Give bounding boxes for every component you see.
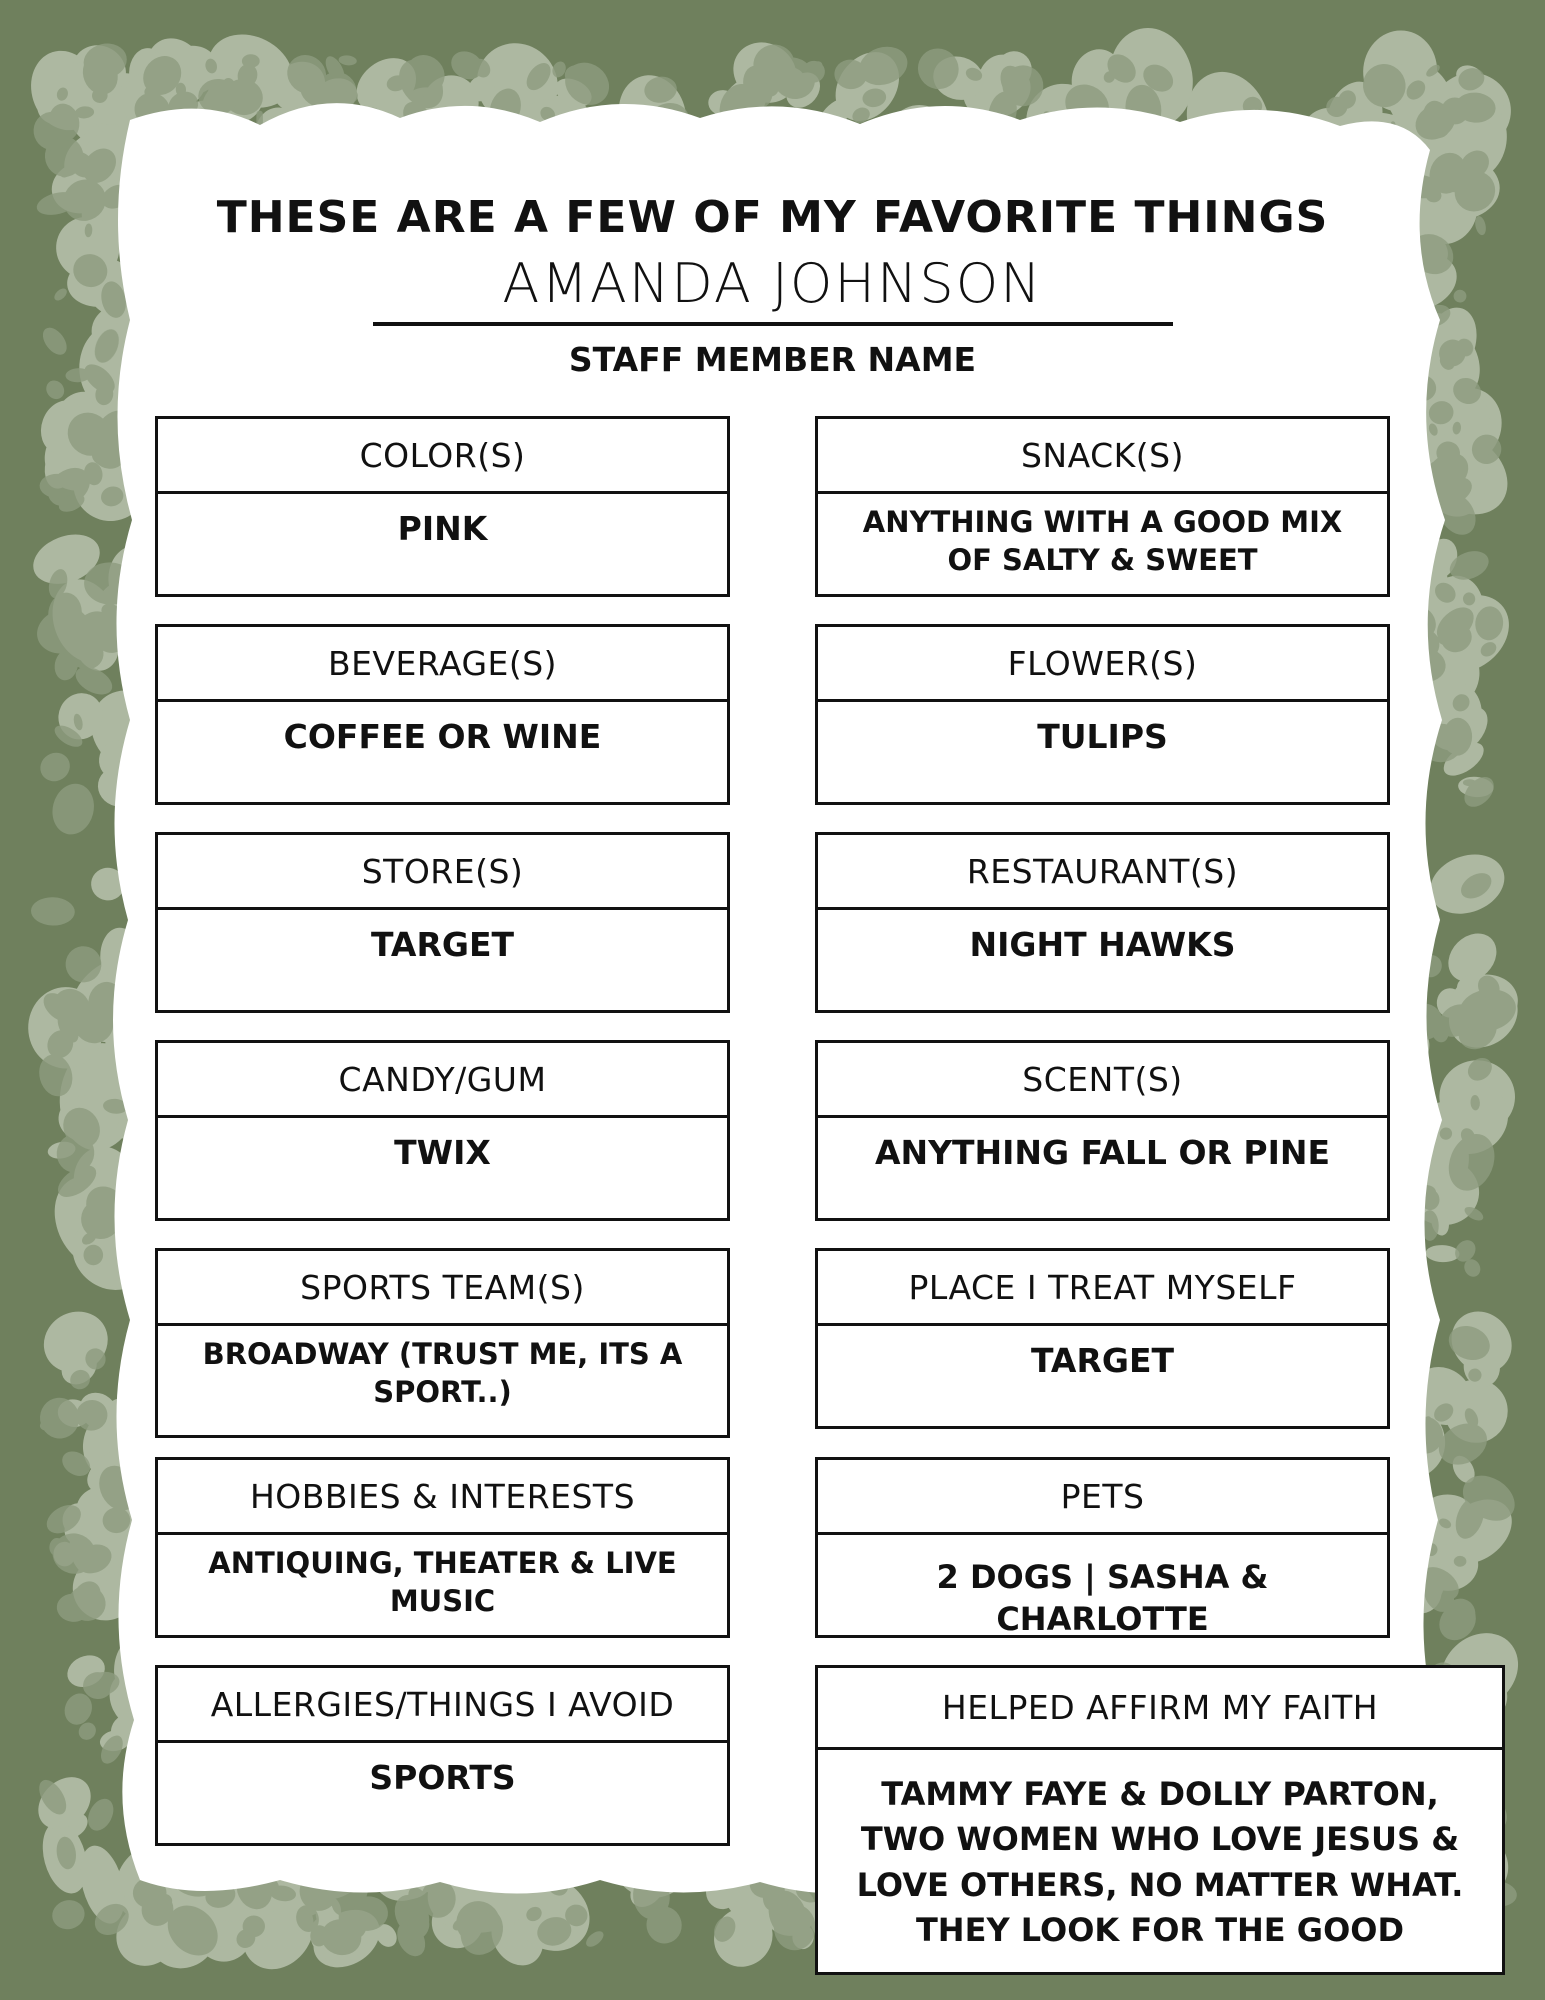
staff-member-name: AMANDA JOHNSON — [502, 252, 1043, 315]
card-value: TAMMY FAYE & DOLLY PARTON, TWO WOMEN WHO LOVE JESUS & LOVE OTHERS, NO MATTER WHAT. THEY LOOK FOR THE GOOD — [856, 1775, 1464, 1950]
card-label: ALLERGIES/THINGS I AVOID — [158, 1668, 727, 1743]
card-value: TARGET — [1030, 1341, 1175, 1380]
favorite-card-treat-myself — [815, 1248, 1390, 1429]
favorite-card-color — [155, 416, 730, 597]
card-value: TULIPS — [1037, 717, 1168, 756]
card-value: TWIX — [394, 1133, 491, 1172]
favorite-card-sports-team — [155, 1248, 730, 1438]
card-value: PINK — [397, 509, 488, 548]
favorite-card-beverage — [155, 624, 730, 805]
favorite-card-store — [155, 832, 730, 1013]
favorite-card-hobbies — [155, 1457, 730, 1638]
card-value: SPORTS — [369, 1758, 516, 1797]
favorite-card-flower — [815, 624, 1390, 805]
card-value: NIGHT HAWKS — [969, 925, 1236, 964]
name-underline — [373, 322, 1173, 326]
favorite-card-candy — [155, 1040, 730, 1221]
favorite-card-faith — [815, 1665, 1505, 1975]
card-label: HOBBIES & INTERESTS — [158, 1460, 727, 1535]
card-label: STORE(S) — [158, 835, 727, 910]
card-value: COFFEE OR WINE — [283, 717, 602, 756]
card-value: ANYTHING FALL OR PINE — [874, 1133, 1331, 1172]
card-label: HELPED AFFIRM MY FAITH — [818, 1668, 1502, 1750]
card-value: BROADWAY (TRUST ME, ITS A SPORT..) — [202, 1337, 683, 1409]
card-label: SNACK(S) — [818, 419, 1387, 494]
card-label: RESTAURANT(S) — [818, 835, 1387, 910]
card-label: PLACE I TREAT MYSELF — [818, 1251, 1387, 1326]
card-label: COLOR(S) — [158, 419, 727, 494]
favorite-card-scent — [815, 1040, 1390, 1221]
favorite-card-pets — [815, 1457, 1390, 1638]
card-value: ANYTHING WITH A GOOD MIX OF SALTY & SWEET — [862, 505, 1343, 577]
card-label: FLOWER(S) — [818, 627, 1387, 702]
card-label: SPORTS TEAM(S) — [158, 1251, 727, 1326]
document-title: THESE ARE A FEW OF MY FAVORITE THINGS — [216, 192, 1329, 243]
favorite-card-snack — [815, 416, 1390, 597]
favorite-card-restaurant — [815, 832, 1390, 1013]
card-value: TARGET — [370, 925, 515, 964]
card-value: 2 DOGS | SASHA & CHARLOTTE — [936, 1558, 1269, 1638]
card-label: SCENT(S) — [818, 1043, 1387, 1118]
card-value: ANTIQUING, THEATER & LIVE MUSIC — [208, 1546, 677, 1618]
card-label: CANDY/GUM — [158, 1043, 727, 1118]
favorite-card-allergies — [155, 1665, 730, 1846]
staff-member-name-label: STAFF MEMBER NAME — [568, 340, 977, 379]
card-label: BEVERAGE(S) — [158, 627, 727, 702]
card-label: PETS — [818, 1460, 1387, 1535]
